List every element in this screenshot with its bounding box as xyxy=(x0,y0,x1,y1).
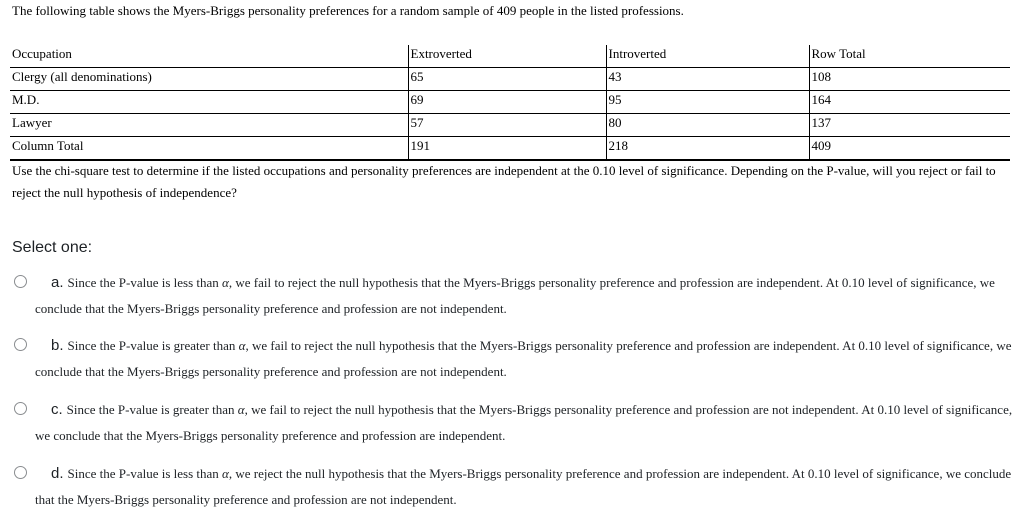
cell-row-total: 137 xyxy=(809,114,1010,137)
option-text-pre: Since the P-value is greater than xyxy=(66,402,238,417)
table-header-row xyxy=(10,45,1010,68)
cell-occupation: Column Total xyxy=(10,137,408,161)
header-introverted: Introverted xyxy=(606,45,809,68)
radio-button-c[interactable] xyxy=(14,402,27,415)
option-text-pre: Since the P-value is greater than xyxy=(67,338,239,353)
option-text-post: , we fail to reject the null hypothesis that the Myers-Briggs personality preference and profession are independent. At 0.10 level of significance, we conclude that the Myers-Briggs personality preference and profession are not independent. xyxy=(35,338,1012,379)
alpha-symbol: α xyxy=(222,275,229,290)
alpha-symbol: α xyxy=(222,466,229,481)
cell-occupation: Lawyer xyxy=(10,114,408,137)
cell-row-total: 409 xyxy=(809,137,1010,161)
option-letter: a. xyxy=(51,274,64,291)
intro-text: The following table shows the Myers-Briggs personality preferences for a random sample of 409 people in the listed professions. xyxy=(12,3,684,18)
option-text-post: , we fail to reject the null hypothesis that the Myers-Briggs personality preference and profession are independent. At 0.10 level of significance, we conclude that the Myers-Briggs personality preference and profession are not independent. xyxy=(35,275,995,316)
select-one-label: Select one: xyxy=(12,239,93,256)
cell-row-total: 164 xyxy=(809,91,1010,114)
cell-introverted: 218 xyxy=(606,137,809,161)
option-text-post: , we fail to reject the null hypothesis that the Myers-Briggs personality preference and profession are not independent. At 0.10 level of significance, we conclude that the Myers-Briggs personality preference and profession are independent. xyxy=(35,402,1013,443)
table-total-row xyxy=(10,137,1010,161)
answer-option-c[interactable] xyxy=(14,397,1014,449)
option-c-text[interactable] xyxy=(35,397,1014,449)
option-letter: d. xyxy=(51,465,64,482)
personality-table xyxy=(10,45,1010,161)
cell-introverted: 43 xyxy=(606,68,809,91)
option-d-text[interactable] xyxy=(35,461,1014,513)
cell-occupation: M.D. xyxy=(10,91,408,114)
table-row xyxy=(10,114,1010,137)
answer-option-d[interactable] xyxy=(14,461,1014,513)
option-letter: b. xyxy=(51,337,64,354)
header-extroverted: Extroverted xyxy=(408,45,606,68)
option-text-pre: Since the P-value is less than xyxy=(67,275,223,290)
cell-introverted: 95 xyxy=(606,91,809,114)
option-text-pre: Since the P-value is less than xyxy=(67,466,223,481)
cell-occupation: Clergy (all denominations) xyxy=(10,68,408,91)
option-b-text[interactable] xyxy=(35,333,1014,385)
answer-option-a[interactable] xyxy=(14,270,1014,322)
cell-introverted: 80 xyxy=(606,114,809,137)
header-row-total: Row Total xyxy=(809,45,1010,68)
cell-row-total: 108 xyxy=(809,68,1010,91)
cell-extroverted: 65 xyxy=(408,68,606,91)
header-occupation: Occupation xyxy=(10,45,408,68)
cell-extroverted: 57 xyxy=(408,114,606,137)
option-text-post: , we reject the null hypothesis that the Myers-Briggs personality preference and profession are independent. At 0.10 level of significance, we conclude that the Myers-Briggs personality preference and profession are not independent. xyxy=(35,466,1012,507)
table-row xyxy=(10,91,1010,114)
radio-button-a[interactable] xyxy=(14,275,27,288)
cell-extroverted: 191 xyxy=(408,137,606,161)
option-letter: c. xyxy=(51,401,63,418)
alpha-symbol: α xyxy=(237,402,245,417)
answer-option-b[interactable] xyxy=(14,333,1014,385)
alpha-symbol: α xyxy=(238,338,246,353)
radio-button-d[interactable] xyxy=(14,466,27,479)
radio-button-b[interactable] xyxy=(14,338,27,351)
question-text: Use the chi-square test to determine if the listed occupations and personality preferences are independent at the 0.10 level of significance. Depending on the P-value, will you reject or fail to reject the null hypothesis of independence? xyxy=(12,163,996,200)
table-row xyxy=(10,68,1010,91)
cell-extroverted: 69 xyxy=(408,91,606,114)
option-a-text[interactable] xyxy=(35,270,1014,322)
